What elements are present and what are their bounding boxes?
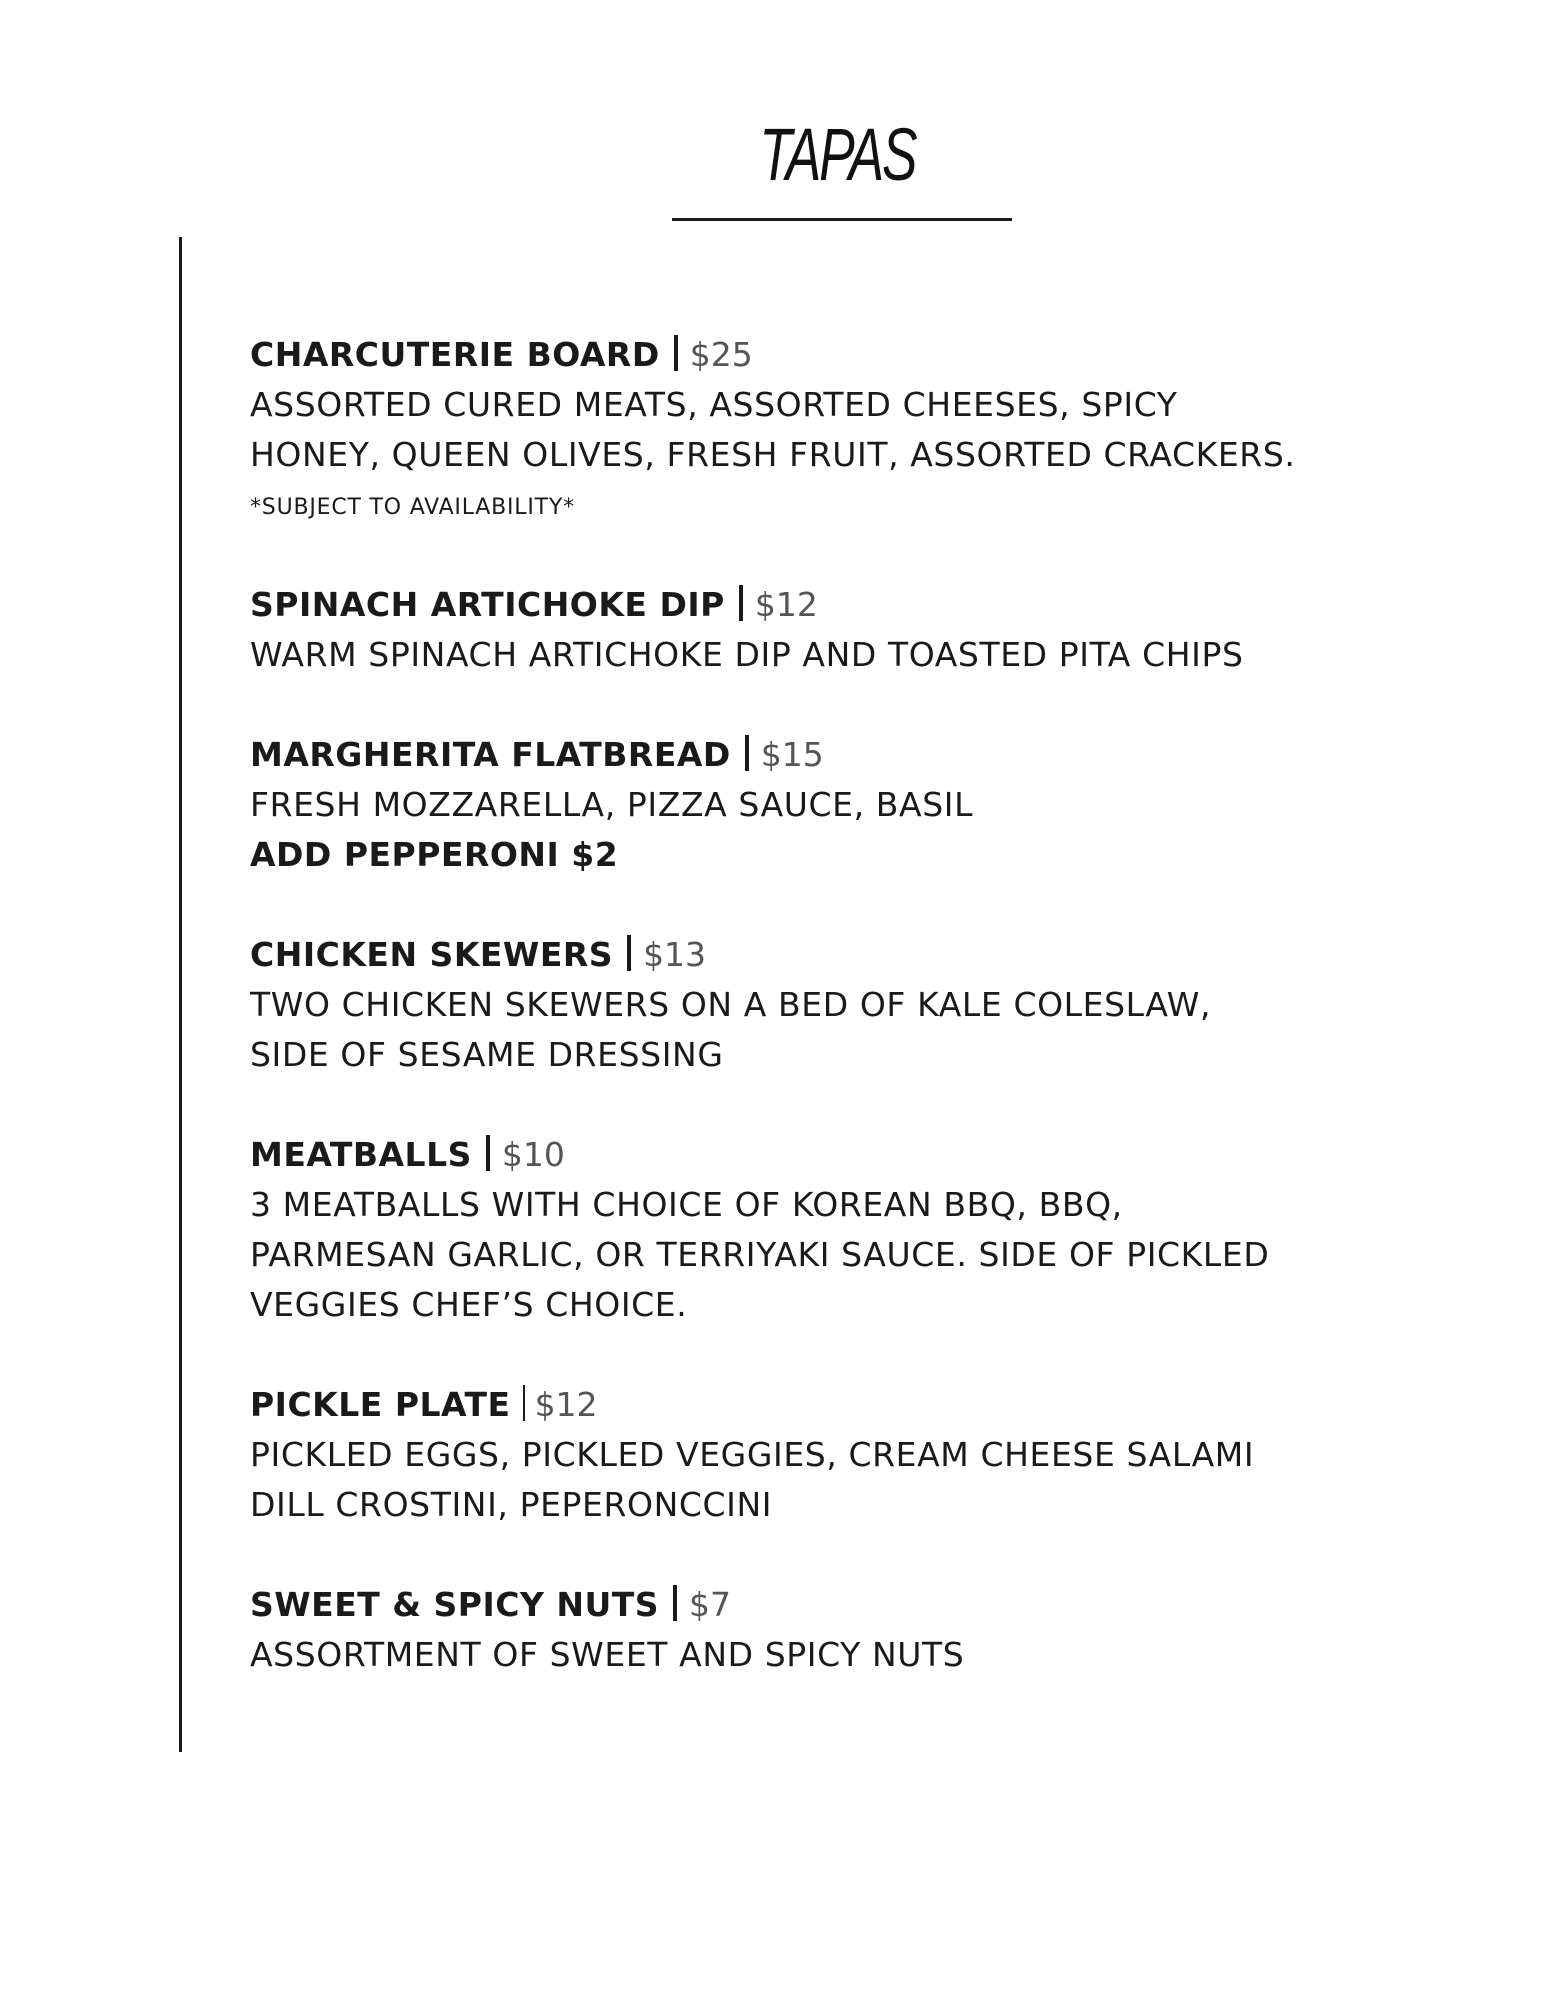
item-name: SPINACH ARTICHOKE DIP	[250, 585, 725, 624]
description-line: 3 MEATBALLS WITH CHOICE OF KOREAN BBQ, BBQ,	[250, 1185, 1123, 1224]
description-line: VEGGIES CHEF’S CHOICE.	[250, 1285, 688, 1324]
description-line: SIDE OF SESAME DRESSING	[250, 1035, 724, 1074]
item-name: CHARCUTERIE BOARD	[250, 335, 660, 374]
item-description	[250, 1630, 1400, 1680]
item-header	[250, 1380, 1400, 1430]
description-line: TWO CHICKEN SKEWERS ON A BED OF KALE COLESLAW,	[250, 985, 1212, 1024]
menu-item-pickle-plate	[250, 1380, 1400, 1530]
item-name: PICKLE PLATE	[250, 1385, 511, 1424]
item-header	[250, 330, 1400, 380]
item-price: $12	[534, 1385, 598, 1424]
item-name: CHICKEN SKEWERS	[250, 935, 614, 974]
item-addon: ADD PEPPERONI $2	[250, 835, 619, 874]
availability-note: *SUBJECT TO AVAILABILITY*	[250, 495, 575, 520]
title-underline	[672, 218, 1012, 221]
item-header	[250, 580, 1400, 630]
item-header	[250, 1580, 1400, 1630]
menu-item-margherita-flatbread	[250, 730, 1400, 880]
item-name: MARGHERITA FLATBREAD	[250, 735, 731, 774]
item-description	[250, 380, 1400, 480]
price-divider	[739, 585, 743, 621]
description-line: DILL CROSTINI, PEPERONCCINI	[250, 1485, 773, 1524]
menu-item-sweet-spicy-nuts	[250, 1580, 1400, 1680]
item-price: $15	[760, 735, 824, 774]
menu-title: TAPAS	[759, 113, 916, 196]
menu-item-chicken-skewers	[250, 930, 1400, 1080]
item-header	[250, 930, 1400, 980]
item-description	[250, 1180, 1400, 1330]
price-divider	[674, 335, 678, 371]
description-line: ASSORTMENT OF SWEET AND SPICY NUTS	[250, 1635, 965, 1674]
item-price: $13	[643, 935, 707, 974]
item-header	[250, 1130, 1400, 1180]
item-price: $7	[689, 1585, 732, 1624]
item-description	[250, 980, 1400, 1080]
item-price: $25	[689, 335, 753, 374]
description-line: FRESH MOZZARELLA, PIZZA SAUCE, BASIL	[250, 785, 974, 824]
description-line: ASSORTED CURED MEATS, ASSORTED CHEESES, SPICY	[250, 385, 1178, 424]
price-divider	[523, 1385, 525, 1421]
description-line: PICKLED EGGS, PICKLED VEGGIES, CREAM CHEESE SALAMI	[250, 1435, 1255, 1474]
menu-item-spinach-artichoke-dip	[250, 580, 1400, 680]
price-divider	[745, 735, 749, 771]
item-price: $10	[501, 1135, 565, 1174]
menu-list	[250, 330, 1400, 1680]
menu-item-meatballs	[250, 1130, 1400, 1330]
menu-item-charcuterie-board	[250, 330, 1400, 536]
item-description	[250, 630, 1400, 680]
left-vertical-rule	[179, 237, 182, 1752]
description-line: WARM SPINACH ARTICHOKE DIP AND TOASTED PITA CHIPS	[250, 635, 1244, 674]
item-name: SWEET & SPICY NUTS	[250, 1585, 660, 1624]
price-divider	[486, 1135, 490, 1171]
description-line: PARMESAN GARLIC, OR TERRIYAKI SAUCE. SIDE OF PICKLED	[250, 1235, 1270, 1274]
item-description	[250, 1430, 1400, 1530]
item-name: MEATBALLS	[250, 1135, 472, 1174]
item-price: $12	[754, 585, 818, 624]
description-line: HONEY, QUEEN OLIVES, FRESH FRUIT, ASSORTED CRACKERS.	[250, 435, 1296, 474]
item-description	[250, 780, 1400, 830]
price-divider	[673, 1585, 677, 1621]
item-header	[250, 730, 1400, 780]
price-divider	[627, 935, 631, 971]
